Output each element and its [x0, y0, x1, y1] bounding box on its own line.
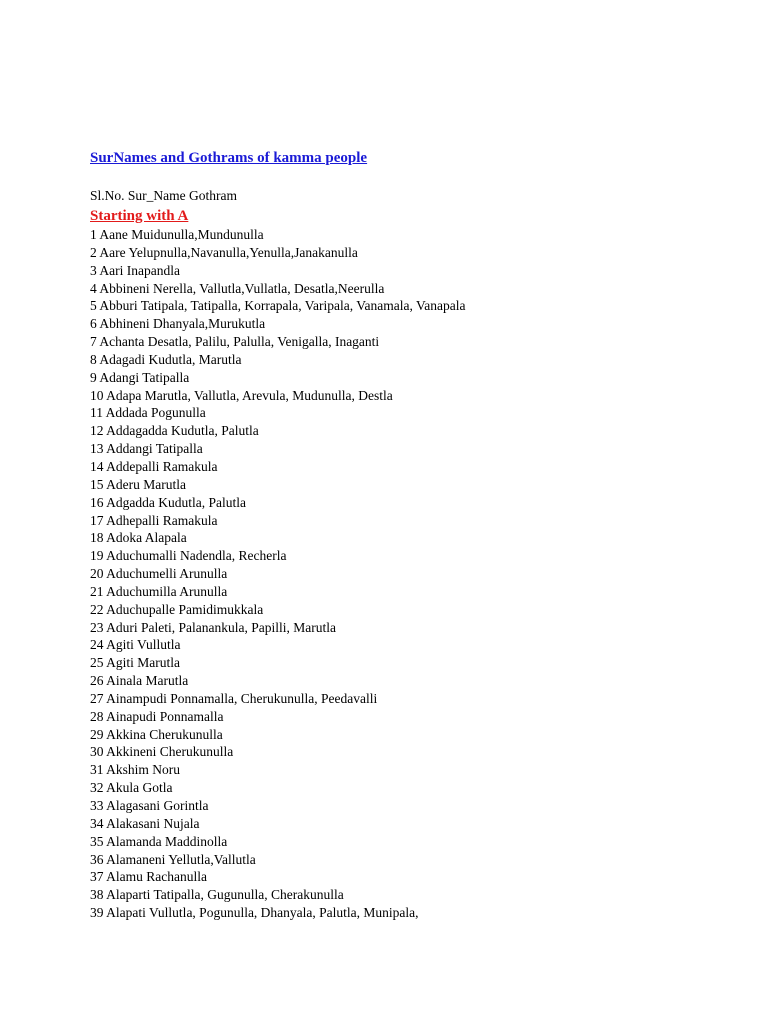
list-item: 33 Alagasani Gorintla: [90, 798, 209, 813]
list-item: 38 Alaparti Tatipalla, Gugunulla, Cherakunulla: [90, 887, 344, 903]
document-title: SurNames and Gothrams of kamma people: [90, 150, 368, 166]
list-item: 10 Adapa Marutla, Vallutla, Arevula, Mudunulla, Destla: [90, 387, 393, 403]
list-item: 34 Alakasani Nujala: [90, 815, 200, 831]
list-item: 3 Aari Inapandla: [90, 262, 180, 278]
list-item: 16 Adgadda Kudutla, Palutla: [90, 494, 246, 510]
list-item: 13 Addangi Tatipalla: [90, 441, 203, 457]
list-item: 21 Aduchumilla Arunulla: [90, 583, 228, 599]
list-item: 8 Adagadi Kudutla, Marutla: [90, 351, 242, 367]
section-title: Starting with A: [90, 208, 189, 224]
list-item: 5 Abburi Tatipala, Tatipalla, Korrapala, Varipala, Vanamala, Vanapala: [90, 298, 466, 314]
list-item: 22 Aduchupalle Pamidimukkala: [90, 601, 264, 617]
list-item: 11 Addada Pogunulla: [90, 405, 206, 421]
list-item: 30 Akkineni Cherukunulla: [90, 744, 234, 760]
list-item: 7 Achanta Desatla, Palilu, Palulla, Venigalla, Inaganti: [90, 334, 380, 350]
list-item: 32 Akula Gotla: [90, 780, 173, 796]
list-item: 15 Aderu Marutla: [90, 476, 186, 492]
list-item: 14 Addepalli Ramakula: [90, 458, 218, 474]
list-item: 28 Ainapudi Ponnamalla: [90, 708, 224, 724]
list-item: 37 Alamu Rachanulla: [90, 869, 207, 885]
list-item: 17 Adhepalli Ramakula: [90, 512, 218, 528]
list-item: 24 Agiti Vullutla: [90, 637, 181, 653]
list-item: 19 Aduchumalli Nadendla, Recherla: [90, 548, 287, 564]
list-item: 18 Adoka Alapala: [90, 530, 187, 546]
document-page: [90, 148, 750, 922]
list-item: 4 Abbineni Nerella, Vallutla,Vullatla, Desatla,Neerulla: [90, 280, 385, 296]
list-item: 25 Agiti Marutla: [90, 655, 180, 671]
list-item: 12 Addagadda Kudutla, Palutla: [90, 423, 259, 439]
column-header: Sl.No. Sur_Name Gothram: [90, 188, 237, 203]
surname-list: [90, 226, 750, 922]
list-item: 27 Ainampudi Ponnamalla, Cherukunulla, Peedavalli: [90, 690, 378, 706]
list-item: 20 Aduchumelli Arunulla: [90, 566, 228, 582]
list-item: 36 Alamaneni Yellutla,Vallutla: [90, 851, 256, 867]
list-item: 6 Abhineni Dhanyala,Murukutla: [90, 316, 266, 332]
list-item: 29 Akkina Cherukunulla: [90, 726, 223, 742]
list-item: 26 Ainala Marutla: [90, 673, 189, 689]
list-item: 9 Adangi Tatipalla: [90, 369, 190, 385]
list-item: 2 Aare Yelupnulla,Navanulla,Yenulla,Janakanulla: [90, 244, 358, 260]
list-item: 35 Alamanda Maddinolla: [90, 833, 228, 849]
list-item: 23 Aduri Paleti, Palanankula, Papilli, Marutla: [90, 619, 336, 635]
list-item: 39 Alapati Vullutla, Pogunulla, Dhanyala, Palutla, Munipala,: [90, 905, 419, 921]
list-item: 1 Aane Muidunulla,Mundunulla: [90, 227, 264, 242]
list-item: 31 Akshim Noru: [90, 762, 181, 778]
